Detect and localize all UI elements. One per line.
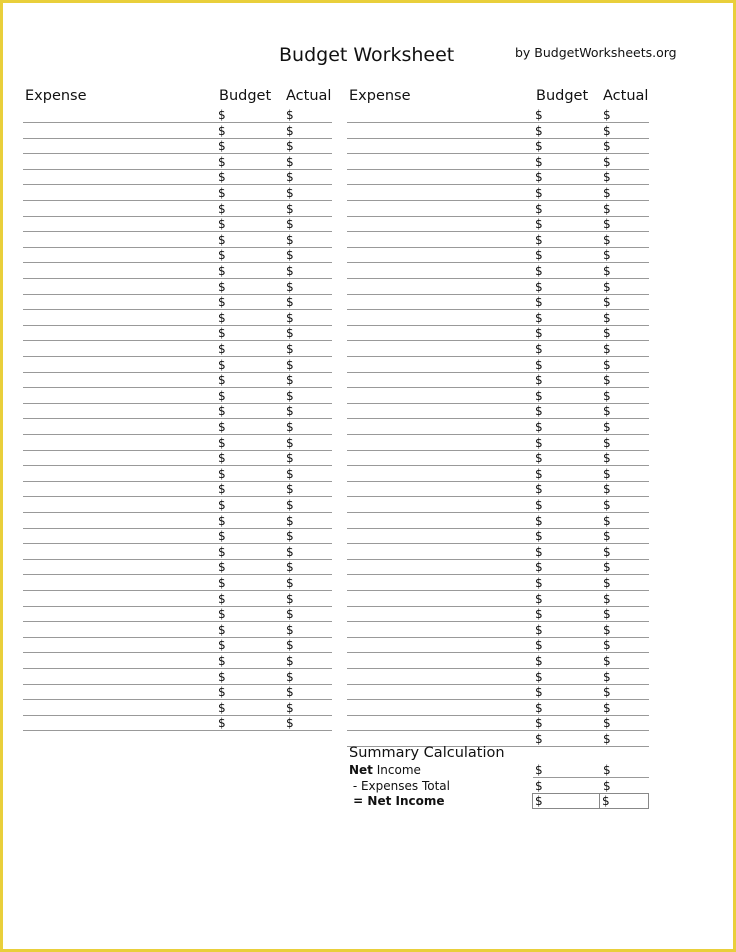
right-row-budget-cell[interactable]: $ [535,154,543,169]
left-row-actual-cell[interactable]: $ [286,420,294,434]
left-row-budget-cell[interactable]: $ [218,248,226,263]
right-row-budget-cell[interactable]: $ [535,139,543,154]
right-row-actual-cell[interactable]: $ [603,123,611,138]
right-row-budget-cell[interactable]: $ [535,482,543,497]
left-row-budget-cell[interactable]: $ [218,513,226,528]
left-row-budget-cell[interactable]: $ [218,576,226,590]
right-row-actual-cell[interactable]: $ [603,357,611,372]
left-actual-header: Actual [286,88,332,104]
net-income-rest: Income [372,763,421,777]
left-row-actual-cell[interactable]: $ [286,513,294,528]
right-row-actual-cell[interactable]: $ [603,591,611,606]
left-row-actual-cell[interactable]: $ [286,685,294,700]
left-row-budget-cell[interactable]: $ [218,232,226,247]
left-row-budget-cell[interactable]: $ [218,264,226,278]
left-row-budget-cell[interactable]: $ [218,420,226,434]
left-row-actual-cell[interactable]: $ [286,217,294,232]
left-row-actual-cell[interactable]: $ [286,498,294,512]
right-row-actual-cell[interactable]: $ [603,279,611,294]
right-row-budget-cell[interactable]: $ [535,217,543,232]
left-row-budget-cell[interactable]: $ [218,435,226,450]
right-row-actual-cell[interactable]: $ [603,388,611,403]
right-row-budget-cell[interactable]: $ [535,388,543,403]
right-row-budget-cell[interactable]: $ [535,607,543,622]
summary-result-actual: $ [602,794,610,808]
left-row-budget-cell[interactable]: $ [218,170,226,185]
left-row-budget-cell[interactable]: $ [218,685,226,700]
right-row-budget-cell[interactable]: $ [535,420,543,434]
right-row-budget-cell[interactable]: $ [535,716,543,731]
summary-net-income-budget[interactable]: $ [535,763,543,777]
right-row-actual-cell[interactable]: $ [603,248,611,263]
right-budget-header: Budget [536,88,589,104]
right-row-actual-cell[interactable]: $ [603,576,611,590]
summary-expenses-total-label: - Expenses Total [349,779,450,793]
left-row-budget-cell[interactable]: $ [218,201,226,216]
left-row-actual-cell[interactable]: $ [286,201,294,216]
right-row-budget-cell[interactable]: $ [535,591,543,606]
right-row-actual-cell[interactable]: $ [603,232,611,247]
left-row-budget-cell[interactable]: $ [218,186,226,200]
left-row-budget-cell[interactable]: $ [218,529,226,544]
left-row-actual-cell[interactable]: $ [286,482,294,497]
right-row-actual-cell[interactable]: $ [603,466,611,481]
left-row-actual-cell[interactable]: $ [286,716,294,731]
right-row-actual-cell[interactable]: $ [603,326,611,341]
right-row-budget-cell[interactable]: $ [535,279,543,294]
right-row-actual-cell[interactable]: $ [603,716,611,731]
left-row-actual-cell[interactable]: $ [286,388,294,403]
left-row-actual-cell[interactable]: $ [286,591,294,606]
left-row-budget-cell[interactable]: $ [218,654,226,668]
summary-result-budget: $ [535,794,543,808]
left-row-actual-cell[interactable]: $ [286,700,294,715]
right-row-actual-cell[interactable]: $ [603,139,611,154]
left-row-actual-cell[interactable]: $ [286,404,294,419]
left-row-actual-cell[interactable]: $ [286,451,294,466]
left-row-budget-cell[interactable]: $ [218,373,226,388]
left-row-actual-cell[interactable]: $ [286,529,294,544]
summary-expenses-budget[interactable]: $ [535,779,543,793]
right-row-actual-cell[interactable]: $ [603,607,611,622]
right-row-actual-cell[interactable]: $ [603,529,611,544]
right-row-budget-cell[interactable]: $ [535,264,543,278]
left-row-budget-cell[interactable]: $ [218,154,226,169]
right-row-budget-cell[interactable]: $ [535,560,543,575]
left-row-budget-cell[interactable]: $ [218,342,226,356]
left-budget-header: Budget [219,88,272,104]
right-row-actual-cell[interactable]: $ [603,154,611,169]
right-row-actual-cell[interactable]: $ [603,295,611,310]
right-row-actual-cell[interactable]: $ [603,186,611,200]
right-row-actual-cell[interactable]: $ [603,654,611,668]
right-row-actual-cell[interactable]: $ [603,264,611,278]
right-row-budget-cell[interactable]: $ [535,669,543,684]
right-row-budget-cell[interactable]: $ [535,201,543,216]
left-row-actual-cell[interactable]: $ [286,654,294,668]
left-row-actual-cell[interactable]: $ [286,373,294,388]
left-row-budget-cell[interactable]: $ [218,217,226,232]
left-row-budget-cell[interactable]: $ [218,560,226,575]
left-row-budget-cell[interactable]: $ [218,310,226,325]
right-row-actual-cell[interactable]: $ [603,732,611,746]
left-row-actual-cell[interactable]: $ [286,560,294,575]
byline: by BudgetWorksheets.org [515,45,677,60]
left-row-budget-cell[interactable]: $ [218,638,226,653]
right-row-budget-cell[interactable]: $ [535,498,543,512]
left-row-budget-cell[interactable]: $ [218,716,226,731]
left-row-actual-cell[interactable]: $ [286,607,294,622]
left-row-actual-cell[interactable]: $ [286,279,294,294]
left-row-budget-cell[interactable]: $ [218,139,226,154]
right-row-budget-cell[interactable]: $ [535,186,543,200]
summary-net-income-actual[interactable]: $ [603,763,611,777]
summary-result-actual-box[interactable] [599,793,649,809]
right-row-budget-cell[interactable]: $ [535,357,543,372]
right-row-budget-cell[interactable]: $ [535,170,543,185]
left-row-budget-cell[interactable]: $ [218,544,226,559]
right-row-actual-cell[interactable]: $ [603,482,611,497]
right-actual-header: Actual [603,88,649,104]
left-row-budget-cell[interactable]: $ [218,482,226,497]
right-row-budget-cell[interactable]: $ [535,544,543,559]
left-row-actual-cell[interactable]: $ [286,638,294,653]
right-row-actual-cell[interactable]: $ [603,451,611,466]
right-row-actual-cell[interactable]: $ [603,669,611,684]
summary-rule [533,777,649,778]
left-row-actual-cell[interactable]: $ [286,357,294,372]
right-row-actual-cell[interactable]: $ [603,170,611,185]
left-row-actual-cell[interactable]: $ [286,576,294,590]
right-row-actual-cell[interactable]: $ [603,310,611,325]
right-row-budget-cell[interactable]: $ [535,576,543,590]
right-row-budget-cell[interactable]: $ [535,466,543,481]
left-row-actual-cell[interactable]: $ [286,622,294,637]
right-row-budget-cell[interactable]: $ [535,732,543,746]
right-row-actual-cell[interactable]: $ [603,513,611,528]
right-row-actual-cell[interactable]: $ [603,404,611,419]
right-row-actual-cell[interactable]: $ [603,435,611,450]
right-row-actual-cell[interactable]: $ [603,560,611,575]
left-row-actual-cell[interactable]: $ [286,154,294,169]
right-row-budget-cell[interactable]: $ [535,248,543,263]
right-row-actual-cell[interactable]: $ [603,201,611,216]
summary-expenses-actual[interactable]: $ [603,779,611,793]
right-row-budget-cell[interactable]: $ [535,342,543,356]
left-row-actual-cell[interactable]: $ [286,264,294,278]
left-row-budget-cell[interactable]: $ [218,451,226,466]
right-row-actual-cell[interactable]: $ [603,420,611,434]
right-row-budget-cell[interactable]: $ [535,232,543,247]
left-row-budget-cell[interactable]: $ [218,388,226,403]
left-row-actual-cell[interactable]: $ [286,326,294,341]
left-row-actual-cell[interactable]: $ [286,139,294,154]
left-row-row-line[interactable] [23,730,332,731]
right-row-actual-cell[interactable]: $ [603,685,611,700]
left-row-budget-cell[interactable]: $ [218,123,226,138]
right-row-budget-cell[interactable]: $ [535,654,543,668]
left-row-budget-cell[interactable]: $ [218,108,226,122]
right-row-budget-cell[interactable]: $ [535,404,543,419]
left-row-actual-cell[interactable]: $ [286,248,294,263]
left-row-actual-cell[interactable]: $ [286,232,294,247]
left-row-actual-cell[interactable]: $ [286,342,294,356]
left-row-actual-cell[interactable]: $ [286,108,294,122]
right-row-budget-cell[interactable]: $ [535,638,543,653]
right-row-budget-cell[interactable]: $ [535,310,543,325]
left-row-actual-cell[interactable]: $ [286,170,294,185]
right-row-actual-cell[interactable]: $ [603,544,611,559]
left-row-actual-cell[interactable]: $ [286,466,294,481]
right-row-actual-cell[interactable]: $ [603,700,611,715]
right-row-budget-cell[interactable]: $ [535,123,543,138]
summary-result-budget-box[interactable] [532,793,600,809]
right-row-budget-cell[interactable]: $ [535,295,543,310]
right-row-budget-cell[interactable]: $ [535,451,543,466]
left-row-budget-cell[interactable]: $ [218,607,226,622]
summary-title: Summary Calculation [349,745,505,761]
summary-net-income-label [349,763,421,777]
right-expense-header: Expense [349,88,411,104]
right-row-budget-cell[interactable]: $ [535,108,543,122]
left-row-actual-cell[interactable]: $ [286,544,294,559]
worksheet-title: Budget Worksheet [279,44,455,66]
right-row-actual-cell[interactable]: $ [603,217,611,232]
left-row-actual-cell[interactable]: $ [286,186,294,200]
left-row-budget-cell[interactable]: $ [218,466,226,481]
right-row-actual-cell[interactable]: $ [603,342,611,356]
right-row-budget-cell[interactable]: $ [535,685,543,700]
right-row-budget-cell[interactable]: $ [535,326,543,341]
left-row-actual-cell[interactable]: $ [286,123,294,138]
left-row-budget-cell[interactable]: $ [218,279,226,294]
left-row-budget-cell[interactable]: $ [218,357,226,372]
left-expense-header: Expense [25,88,87,104]
left-row-budget-cell[interactable]: $ [218,498,226,512]
net-bold: Net [349,763,373,777]
left-row-actual-cell[interactable]: $ [286,669,294,684]
left-row-budget-cell[interactable]: $ [218,295,226,310]
left-row-budget-cell[interactable]: $ [218,591,226,606]
right-row-budget-cell[interactable]: $ [535,622,543,637]
left-row-budget-cell[interactable]: $ [218,700,226,715]
left-row-budget-cell[interactable]: $ [218,669,226,684]
right-row-actual-cell[interactable]: $ [603,373,611,388]
right-row-budget-cell[interactable]: $ [535,529,543,544]
left-row-actual-cell[interactable]: $ [286,435,294,450]
right-row-budget-cell[interactable]: $ [535,700,543,715]
left-row-actual-cell[interactable]: $ [286,310,294,325]
right-row-budget-cell[interactable]: $ [535,373,543,388]
left-row-budget-cell[interactable]: $ [218,622,226,637]
left-row-budget-cell[interactable]: $ [218,326,226,341]
left-row-budget-cell[interactable]: $ [218,404,226,419]
right-row-actual-cell[interactable]: $ [603,622,611,637]
left-row-actual-cell[interactable]: $ [286,295,294,310]
summary-result-label: = Net Income [349,794,445,808]
right-row-budget-cell[interactable]: $ [535,513,543,528]
right-row-budget-cell[interactable]: $ [535,435,543,450]
right-row-actual-cell[interactable]: $ [603,108,611,122]
right-row-actual-cell[interactable]: $ [603,498,611,512]
right-row-actual-cell[interactable]: $ [603,638,611,653]
